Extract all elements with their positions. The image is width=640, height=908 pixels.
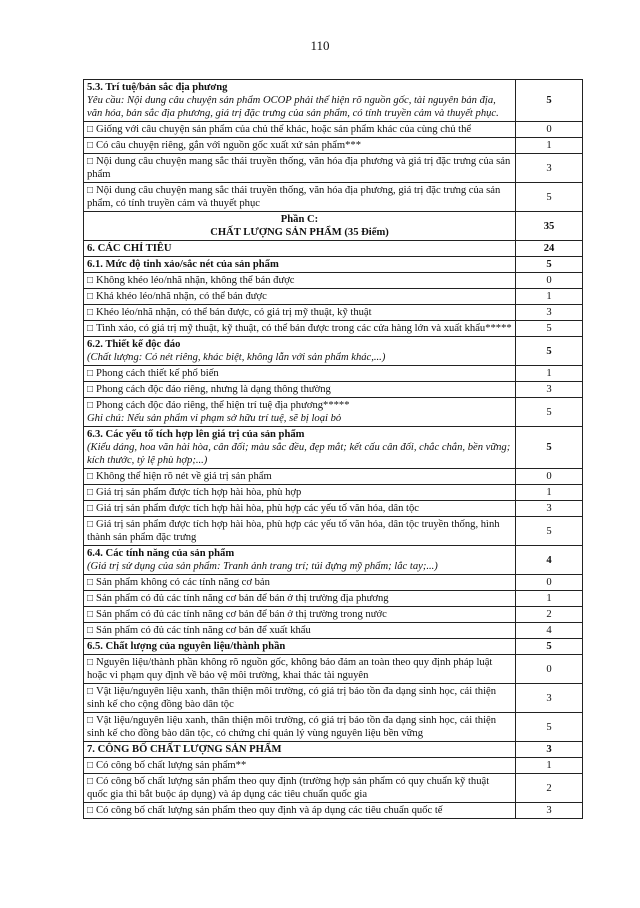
option-text: □ Nguyên liệu/thành phần không rõ nguồn gốc, không bảo đảm an toàn theo quy định pháp luật hoặc vi phạm quy định về bảo vệ môi trường, khai thác tài nguyên [87,656,512,682]
criterion-note: (Kiểu dáng, hoa văn hài hòa, cân đối; màu sắc đều, đẹp mắt; kết cấu cân đối, chắc chắn, bền vững; kích thước, tỷ lệ phù hợp;...) [87,442,511,466]
criterion-cell [84,469,516,485]
criterion-option-row [84,623,583,639]
option-text: □ Có công bố chất lượng sản phẩm** [87,759,512,772]
score-cell: 4 [516,623,583,639]
criterion-cell [84,742,516,758]
option-text: □ Vật liệu/nguyên liệu xanh, thân thiện môi trường, có giá trị bảo tồn đa dạng sinh học, cải thiện sinh kế cho cộng đồng bào dân tộc [87,685,512,711]
criterion-cell [84,122,516,138]
criterion-option-row [84,517,583,546]
criterion-option-row [84,382,583,398]
criterion-cell [84,80,516,122]
score-cell: 1 [516,366,583,382]
criterion-option-row [84,183,583,212]
option-text: □ Không thể hiện rõ nét về giá trị sản phẩm [87,470,512,483]
option-text: □ Sản phẩm có đủ các tính năng cơ bản để bán ở thị trường trong nước [87,608,512,621]
score-cell: 5 [516,713,583,742]
option-text: □ Nội dung câu chuyện mang sắc thái truyền thống, văn hóa địa phương và giá trị đặc trưng của sản phẩm [87,155,512,181]
criterion-option-row [84,501,583,517]
criterion-title: 7. CÔNG BỐ CHẤT LƯỢNG SẢN PHẨM [87,744,282,755]
criterion-cell [84,154,516,183]
option-text: □ Có công bố chất lượng sản phẩm theo quy định và áp dụng các tiêu chuẩn quốc tế [87,804,512,817]
criterion-note: (Chất lượng: Có nét riêng, khác biệt, không lẫn với sản phẩm khác,...) [87,352,386,363]
part-subtitle: CHẤT LƯỢNG SẢN PHẨM (35 Điểm) [210,227,389,238]
criterion-cell [84,501,516,517]
criterion-title: 6.2. Thiết kế độc đáo [87,339,181,350]
criterion-heading-row [84,337,583,366]
criterion-note: Yêu cầu: Nội dung câu chuyện sản phẩm OCOP phải thể hiện rõ nguồn gốc, tài nguyên bản địa, văn hóa, bản sắc địa phương, giá trị đặc trưng của sản phẩm, có tính truyền cảm và thuyết phục. [87,95,499,119]
criterion-cell [84,257,516,273]
score-cell: 1 [516,591,583,607]
score-cell: 5 [516,427,583,469]
criterion-title: 6.4. Các tính năng của sản phẩm [87,548,235,559]
criterion-cell [84,655,516,684]
criterion-note: Ghi chú: Nếu sản phẩm vi phạm sở hữu trí tuệ, sẽ bị loại bỏ [87,413,342,424]
part-heading-row [84,212,583,241]
score-cell: 2 [516,607,583,623]
criterion-cell [84,241,516,257]
score-cell: 3 [516,803,583,819]
score-cell: 0 [516,655,583,684]
criterion-option-row [84,469,583,485]
option-text: □ Vật liệu/nguyên liệu xanh, thân thiện môi trường, có giá trị bảo tồn đa dạng sinh học, cải thiện sinh kế cho đồng bào dân tộc, có chứng chỉ quản lý vùng nguyên liệu bền vững [87,714,512,740]
score-cell: 0 [516,575,583,591]
option-text: □ Nội dung câu chuyện mang sắc thái truyền thống, văn hóa địa phương, giá trị đặc trưng của sản phẩm, có tính truyền cảm và thuyết phục [87,184,512,210]
criterion-option-row [84,684,583,713]
score-cell: 3 [516,382,583,398]
score-cell: 5 [516,337,583,366]
criterion-title: 6.5. Chất lượng của nguyên liệu/thành phần [87,641,286,652]
score-cell: 5 [516,183,583,212]
criterion-cell [84,684,516,713]
criterion-option-row [84,366,583,382]
option-text: □ Không khéo léo/nhã nhặn, không thể bán được [87,274,512,287]
score-cell: 3 [516,305,583,321]
score-cell: 24 [516,241,583,257]
option-text: □ Sản phẩm có đủ các tính năng cơ bản để bán ở thị trường địa phương [87,592,512,605]
criterion-cell [84,803,516,819]
criterion-heading-row [84,257,583,273]
option-text: □ Sản phẩm không có các tính năng cơ bản [87,576,512,589]
option-text: □ Sản phẩm có đủ các tính năng cơ bản để xuất khẩu [87,624,512,637]
score-cell: 2 [516,774,583,803]
option-text: □ Khéo léo/nhã nhặn, có thể bán được, có giá trị mỹ thuật, kỹ thuật [87,306,512,319]
criterion-cell [84,575,516,591]
criterion-cell [84,366,516,382]
score-cell: 3 [516,501,583,517]
criterion-cell [84,183,516,212]
option-text: □ Có công bố chất lượng sản phẩm theo quy định (trường hợp sản phẩm có quy chuẩn kỹ thuật quốc gia thì bắt buộc áp dụng) và áp dụng các tiêu chuẩn quốc gia [87,775,512,801]
criterion-cell [84,774,516,803]
option-text: □ Khá khéo léo/nhã nhặn, có thể bán được [87,290,512,303]
score-cell: 5 [516,257,583,273]
part-title: Phần C: [280,214,319,225]
criterion-option-row [84,289,583,305]
score-cell: 3 [516,742,583,758]
criterion-option-row [84,122,583,138]
score-cell: 1 [516,758,583,774]
criterion-option-row [84,305,583,321]
option-text: □ Giá trị sản phẩm được tích hợp hài hòa, phù hợp [87,486,512,499]
score-cell: 1 [516,485,583,501]
page-number: 110 [310,38,330,53]
option-text: □ Tinh xảo, có giá trị mỹ thuật, kỹ thuật, có thể bán được trong các cửa hàng lớn và xuất khẩu***** [87,322,512,335]
score-cell: 5 [516,517,583,546]
criterion-option-row [84,138,583,154]
criterion-option-row [84,575,583,591]
criterion-cell [84,273,516,289]
criterion-cell [84,321,516,337]
criterion-title: 6. CÁC CHỈ TIÊU [87,243,172,254]
criterion-option-row [84,591,583,607]
score-cell: 5 [516,398,583,427]
criterion-cell [84,591,516,607]
criterion-heading-row [84,241,583,257]
criterion-title: 5.3. Trí tuệ/bản sắc địa phương [87,82,228,93]
criterion-option-row [84,655,583,684]
option-text: □ Phong cách độc đáo riêng, thể hiện trí tuệ địa phương***** [87,399,512,412]
criterion-option-row [84,154,583,183]
score-cell: 1 [516,138,583,154]
score-cell: 0 [516,122,583,138]
criterion-option-row [84,485,583,501]
criterion-cell [84,398,516,427]
score-cell: 0 [516,273,583,289]
score-cell: 3 [516,154,583,183]
option-text: □ Giá trị sản phẩm được tích hợp hài hòa, phù hợp các yếu tố văn hóa, dân tộc [87,502,512,515]
criterion-note: (Giá trị sử dụng của sản phẩm: Tranh ảnh trang trí; túi đựng mỹ phẩm; lắc tay;...) [87,561,438,572]
criterion-cell [84,713,516,742]
option-text: □ Có câu chuyện riêng, gắn với nguồn gốc xuất xứ sản phẩm*** [87,139,512,152]
criterion-heading-row [84,80,583,122]
criterion-title: 6.3. Các yếu tố tích hợp lên giá trị của sản phẩm [87,429,305,440]
score-cell: 35 [516,212,583,241]
criterion-heading-row [84,427,583,469]
score-cell: 5 [516,639,583,655]
criterion-option-row [84,713,583,742]
criterion-cell [84,485,516,501]
option-text: □ Phong cách thiết kế phổ biến [87,367,512,380]
criterion-cell [84,427,516,469]
criterion-heading-row [84,742,583,758]
criterion-option-row [84,273,583,289]
score-cell: 1 [516,289,583,305]
criterion-heading-row [84,639,583,655]
score-cell: 5 [516,80,583,122]
criterion-cell [84,758,516,774]
criterion-cell [84,382,516,398]
criterion-option-row [84,758,583,774]
score-cell: 5 [516,321,583,337]
criterion-cell [84,623,516,639]
option-text: □ Phong cách độc đáo riêng, nhưng là dạng thông thường [87,383,512,396]
criterion-cell [84,639,516,655]
criterion-option-row [84,398,583,427]
score-cell: 4 [516,546,583,575]
criterion-option-row [84,607,583,623]
criterion-option-row [84,321,583,337]
option-text: □ Giống với câu chuyện sản phẩm của chủ thể khác, hoặc sản phẩm khác của cùng chủ thể [87,123,512,136]
criterion-cell [84,138,516,154]
criterion-cell [84,212,516,241]
criterion-option-row [84,803,583,819]
score-cell: 0 [516,469,583,485]
criterion-cell [84,607,516,623]
criterion-title: 6.1. Mức độ tinh xảo/sắc nét của sản phẩm [87,259,279,270]
criterion-cell [84,517,516,546]
score-cell: 3 [516,684,583,713]
criterion-cell [84,337,516,366]
criterion-cell [84,305,516,321]
scoring-table [83,79,583,819]
option-text: □ Giá trị sản phẩm được tích hợp hài hòa, phù hợp các yếu tố văn hóa, dân tộc truyền thống, hình thành sản phẩm đặc trưng [87,518,512,544]
criterion-option-row [84,774,583,803]
criterion-cell [84,289,516,305]
criterion-heading-row [84,546,583,575]
criterion-cell [84,546,516,575]
